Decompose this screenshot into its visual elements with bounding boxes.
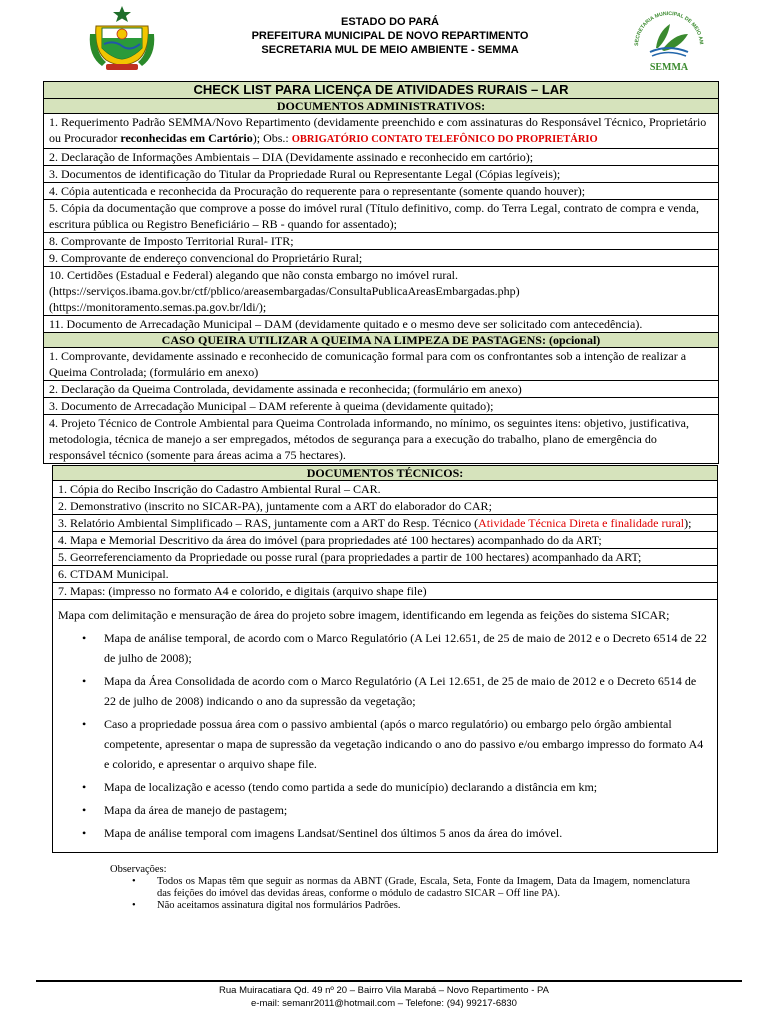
bullet-icon: • (82, 631, 87, 645)
bullet-icon: • (132, 876, 136, 887)
tech-item-2: 2. Demonstrativo (inscrito no SICAR-PA), juntamente com a ART do elaborador do CAR; (53, 498, 717, 515)
svg-text:SECRETARIA MUNICIPAL DE MEIO A (628, 4, 704, 46)
burn-heading: CASO QUEIRA UTILIZAR A QUEIMA NA LIMPEZA DE PASTAGENS: (opcional) (44, 333, 718, 348)
burn-item-4: 4. Projeto Técnico de Controle Ambiental para Queima Controlada informando, no mínimo, os seguintes itens: objetivo, justificativa, metodologia, técnica de manejo a ser empregados, métodos de segurança para a execução do trabalho, plano de emergência do responsável técnico (somente para áreas acima a 75 hectares). (49, 416, 689, 462)
maps-list (53, 626, 717, 852)
observation-item: • Todos os Mapas têm que seguir as normas da ABNT (Grade, Escala, Seta, Fonte da Imagem, Data da Imagem, nomenclatura das feições do imóvel das devidas áreas, conforme o módulo de cadastro SICAR – Off line PA). (132, 876, 690, 899)
burn-item-1: 1. Comprovante, devidamente assinado e reconhecido de comunicação formal para com os confrontantes sob a intenção de realizar a Queima Controlada; (formulário em anexo) (44, 348, 718, 381)
tech-item-3: 3. Relatório Ambiental Simplificado – RAS, juntamente com a ART do Resp. Técnico (Atividade Técnica Direta e finalidade rural); (53, 515, 717, 532)
header-secretariat: SECRETARIA MUL DE MEIO AMBIENTE - SEMMA (261, 44, 519, 56)
semma-logo-text: SEMMA (649, 62, 689, 73)
admin-item-5: 5. Cópia da documentação que comprove a posse do imóvel rural (Título definitivo, comp. do Terra Legal, contrato de compra e venda, escritura pública ou Registro Beneficiário – RB - quando for assentado); (44, 200, 718, 233)
header-title-block (200, 15, 580, 57)
footer-contact: e-mail: semanr2011@hotmail.com – Telefone: (94) 99217-6830 (251, 998, 517, 1009)
list-item: • Mapa de localização e acesso (tendo como partida a sede do município) declarando a distância em km; (53, 777, 717, 797)
header-prefecture: PREFEITURA MUNICIPAL DE NOVO REPARTIMENTO (251, 30, 529, 42)
tech-item-7 (53, 583, 717, 852)
bullet-icon: • (82, 674, 87, 688)
tech-docs-heading: DOCUMENTOS TÉCNICOS: (53, 466, 717, 481)
admin-item-4: 4. Cópia autenticada e reconhecida da Procuração do requerente para o representante (somente quando houver); (44, 183, 718, 200)
checklist-title: CHECK LIST PARA LICENÇA DE ATIVIDADES RURAIS – LAR (44, 82, 718, 99)
ibama-link[interactable]: (https://serviços.ibama.gov.br/ctf/pblico/areasembargadas/ConsultaPublicaAreasEmbargadas.php) (49, 284, 520, 298)
maps-heading: 7. Mapas: (impresso no formato A4 e colorido, e digitais (arquivo shape file) (53, 583, 717, 600)
admin-item-8: 8. Comprovante de Imposto Territorial Rural- ITR; (44, 233, 718, 250)
list-item: • Caso a propriedade possua área com o passivo ambiental (após o marco regulatório) ou embargo pelo órgão ambiental competente, apresentar o mapa de supressão da vegetação indicando o ano do passivo e/ou embargo impresso do formato A4 e colorido, e apresentar o arquivo shape file. (53, 714, 717, 774)
semma-logo-arc-text: SECRETARIA MUNICIPAL DE MEIO AM (633, 10, 705, 47)
admin-item-2: 2. Declaração de Informações Ambientais – DIA (Devidamente assinado e reconhecido em cartório); (44, 149, 718, 166)
direct-technical-activity-note: Atividade Técnica Direta e finalidade rural (478, 516, 685, 530)
footer-address: Rua Muiracatiara Qd. 49 nº 20 – Bairro Vila Marabá – Novo Repartimento - PA (219, 985, 549, 996)
semma-logo (628, 4, 710, 76)
admin-item-10: 10. Certidões (Estadual e Federal) alegando que não consta embargo no imóvel rural. (https://serviços.ibama.gov.br/ctf/pblico/areasembargadas/ConsultaPublicaAreasEmbargadas.php) (https://monitoramento.semas.pa.gov.br/ldi/); (44, 267, 718, 316)
footer (0, 984, 768, 1010)
tech-item-6: 6. CTDAM Municipal. (53, 566, 717, 583)
burn-item-3: 3. Documento de Arrecadação Municipal – DAM referente à queima (devidamente quitado); (44, 398, 718, 415)
footer-divider (36, 980, 742, 982)
letterhead (0, 0, 768, 80)
bullet-icon: • (132, 900, 136, 911)
admin-item-1: 1. Requerimento Padrão SEMMA/Novo Repartimento (devidamente preenchido e com assinaturas do Responsável Técnico, Proprietário ou Procurador reconhecidas em Cartório); Obs.: OBRIGATÓRIO CONTATO TELEFÔNICO DO PROPRIETÁRIO (44, 114, 718, 149)
list-item: • Mapa de análise temporal com imagens Landsat/Sentinel dos últimos 5 anos da área do imóvel. (53, 823, 717, 843)
admin-item-9: 9. Comprovante de endereço convencional do Proprietário Rural; (44, 250, 718, 267)
bullet-icon: • (82, 826, 87, 840)
technical-docs-table (52, 465, 718, 853)
tech-item-4: 4. Mapa e Memorial Descritivo da área do imóvel (para propriedades até 100 hectares) acompanhado do da ART; (53, 532, 717, 549)
observation-item: • Não aceitamos assinatura digital nos formulários Padrões. (132, 900, 401, 911)
list-item: • Mapa de análise temporal, de acordo com o Marco Regulatório (A Lei 12.651, de 25 de maio de 2012 e o Decreto 6514 de 22 de julho de 2008); (53, 628, 717, 668)
burn-item-2: 2. Declaração da Queima Controlada, devidamente assinada e reconhecida; (formulário em anexo) (44, 381, 718, 398)
list-item: • Mapa da área de manejo de pastagem; (53, 800, 717, 820)
semas-link[interactable]: (https://monitoramento.semas.pa.gov.br/ldi/); (49, 300, 267, 314)
tech-item-1: 1. Cópia do Recibo Inscrição do Cadastro Ambiental Rural – CAR. (53, 481, 717, 498)
list-item: • Mapa da Área Consolidada de acordo com o Marco Regulatório (A Lei 12.651, de 25 de maio de 2012 e o Decreto 6514 de 22 de julho de 2008) indicando o ano da supressão da vegetação; (53, 671, 717, 711)
bullet-icon: • (82, 803, 87, 817)
bullet-icon: • (82, 717, 87, 731)
bullet-icon: • (82, 780, 87, 794)
observations (110, 864, 690, 912)
admin-docs-heading: DOCUMENTOS ADMINISTRATIVOS: (44, 99, 718, 114)
observations-label: Observações: (110, 864, 167, 875)
checklist-table (43, 81, 719, 464)
header-state: ESTADO DO PARÁ (341, 16, 439, 28)
coat-of-arms-icon (86, 4, 158, 76)
phone-contact-warning: OBRIGATÓRIO CONTATO TELEFÔNICO DO PROPRIETÁRIO (291, 134, 598, 145)
maps-description: Mapa com delimitação e mensuração de área do projeto sobre imagem, identificando em legenda as feições do sistema SICAR; (58, 608, 670, 622)
admin-item-3: 3. Documentos de identificação do Titular da Propriedade Rural ou Representante Legal (Cópias legíveis); (44, 166, 718, 183)
admin-item-11: 11. Documento de Arrecadação Municipal – DAM (devidamente quitado e o mesmo deve ser solicitado com antecedência). (44, 316, 718, 333)
tech-item-5: 5. Georreferenciamento da Propriedade ou posse rural (para propriedades a partir de 100 hectares) acompanhado da ART; (53, 549, 717, 566)
